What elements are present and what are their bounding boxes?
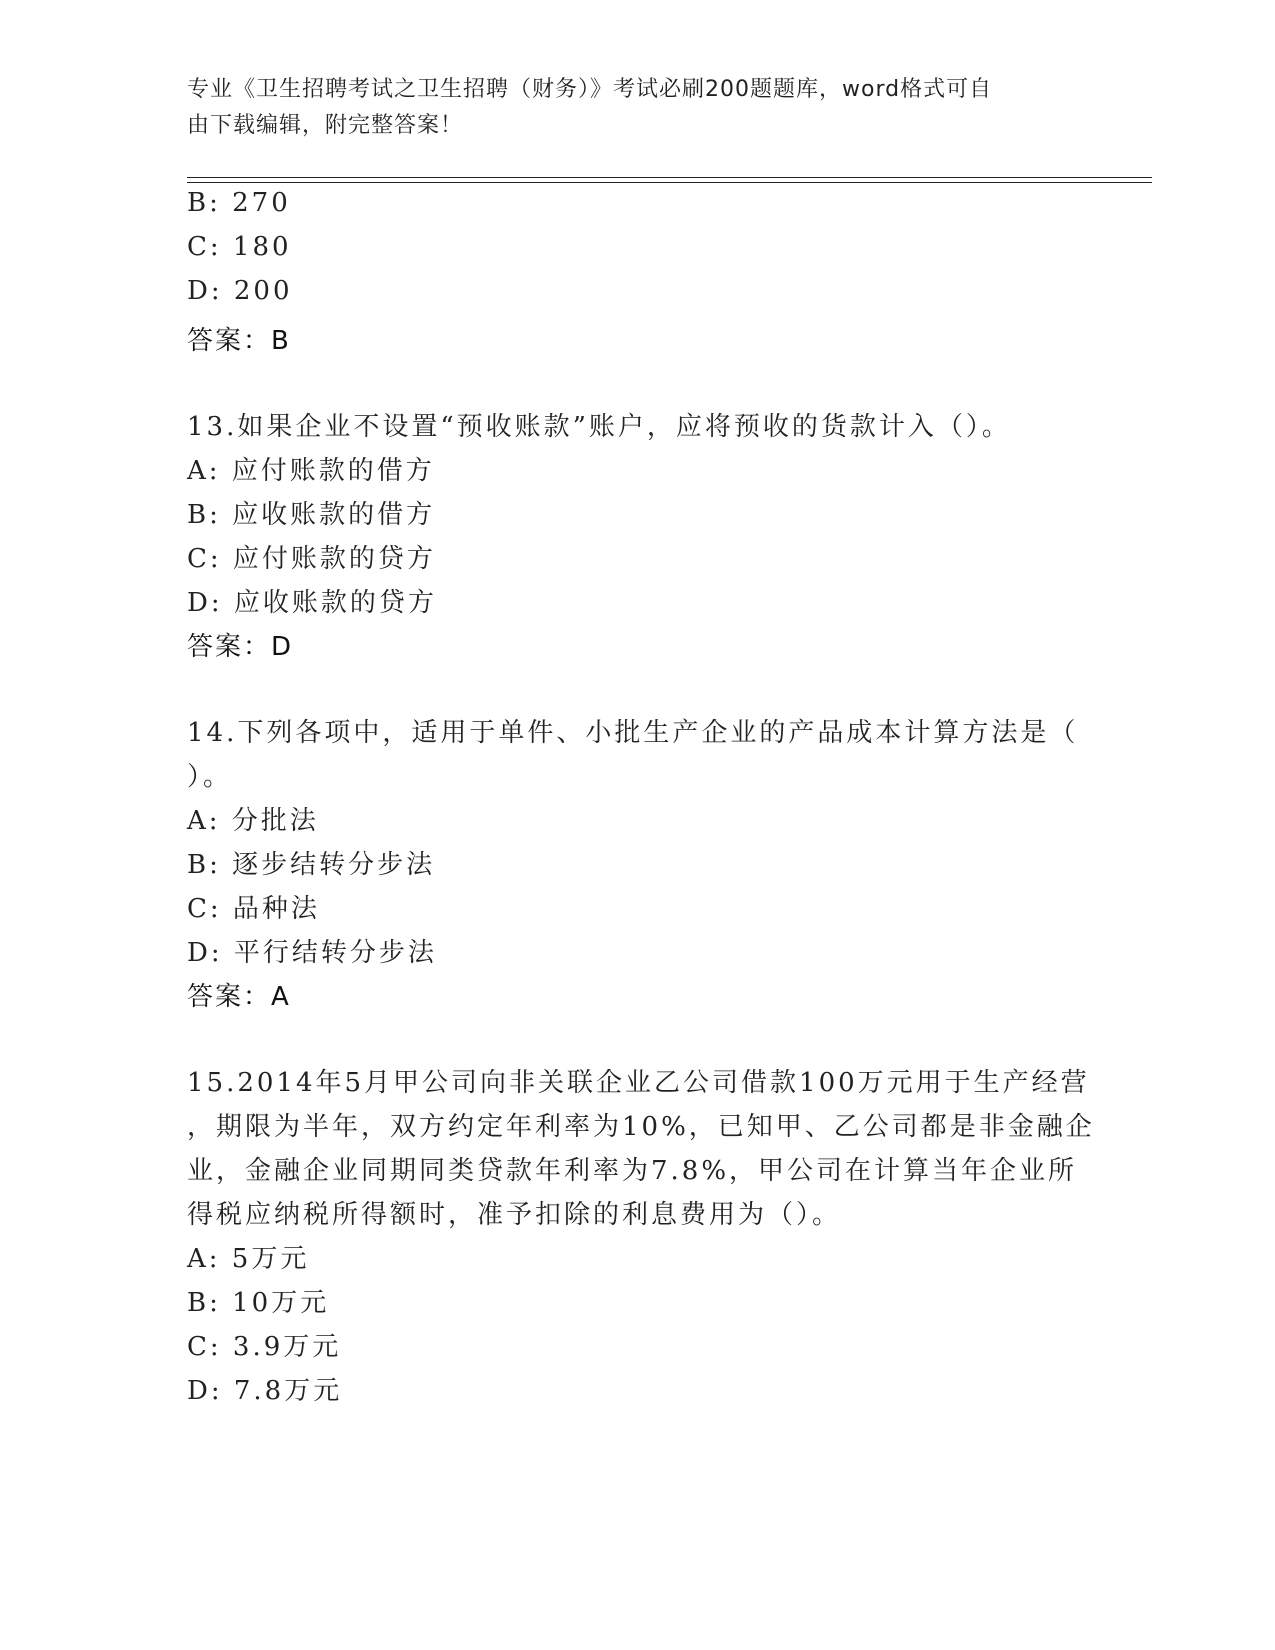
q14-answer: 答案：A [187,982,291,1012]
q13-option-b: B: 应收账款的借方 [187,500,436,530]
q15-option-c: C: 3.9万元 [187,1332,342,1362]
q12-option-b: B: 270 [187,188,291,218]
q13-option-c: C: 应付账款的贷方 [187,544,436,574]
q14-option-d: D: 平行结转分步法 [187,938,437,968]
q13-option-a: A: 应付账款的借方 [187,456,435,486]
q14-option-a: A: 分批法 [187,806,319,836]
header-divider-bottom [187,182,1152,183]
header-line-2: 由下载编辑，附完整答案！ [187,113,464,138]
q14-stem-line-2: ）。 [187,762,233,792]
q15-stem-line-4: 得税应纳税所得额时，准予扣除的利息费用为（）。 [187,1200,842,1230]
q15-option-b: B: 10万元 [187,1288,330,1318]
q13-stem: 13.如果企业不设置“预收账款”账户，应将预收的货款计入（）。 [187,412,1011,442]
q15-option-a: A: 5万元 [187,1244,310,1274]
q14-stem-line-1: 14.下列各项中，适用于单件、小批生产企业的产品成本计算方法是（ [187,718,1079,748]
q12-option-d: D: 200 [187,276,293,306]
header-divider-top [187,177,1152,178]
header-line-1: 专业《卫生招聘考试之卫生招聘（财务）》考试必刷200题题库，word格式可自 [187,77,993,102]
q15-option-d: D: 7.8万元 [187,1376,343,1406]
q13-answer: 答案：D [187,632,294,662]
q15-stem-line-1: 15.2014年5月甲公司向非关联企业乙公司借款100万元用于生产经营 [187,1068,1090,1098]
q15-stem-line-3: 业，金融企业同期同类贷款年利率为7.8%，甲公司在计算当年企业所 [187,1156,1078,1186]
q15-stem-line-2: ，期限为半年，双方约定年利率为10%，已知甲、乙公司都是非金融企 [187,1112,1095,1142]
q14-option-b: B: 逐步结转分步法 [187,850,436,880]
document-header [187,72,1067,144]
q12-answer: 答案：B [187,326,291,356]
q13-option-d: D: 应收账款的贷方 [187,588,437,618]
q12-option-c: C: 180 [187,232,292,262]
q14-option-c: C: 品种法 [187,894,320,924]
